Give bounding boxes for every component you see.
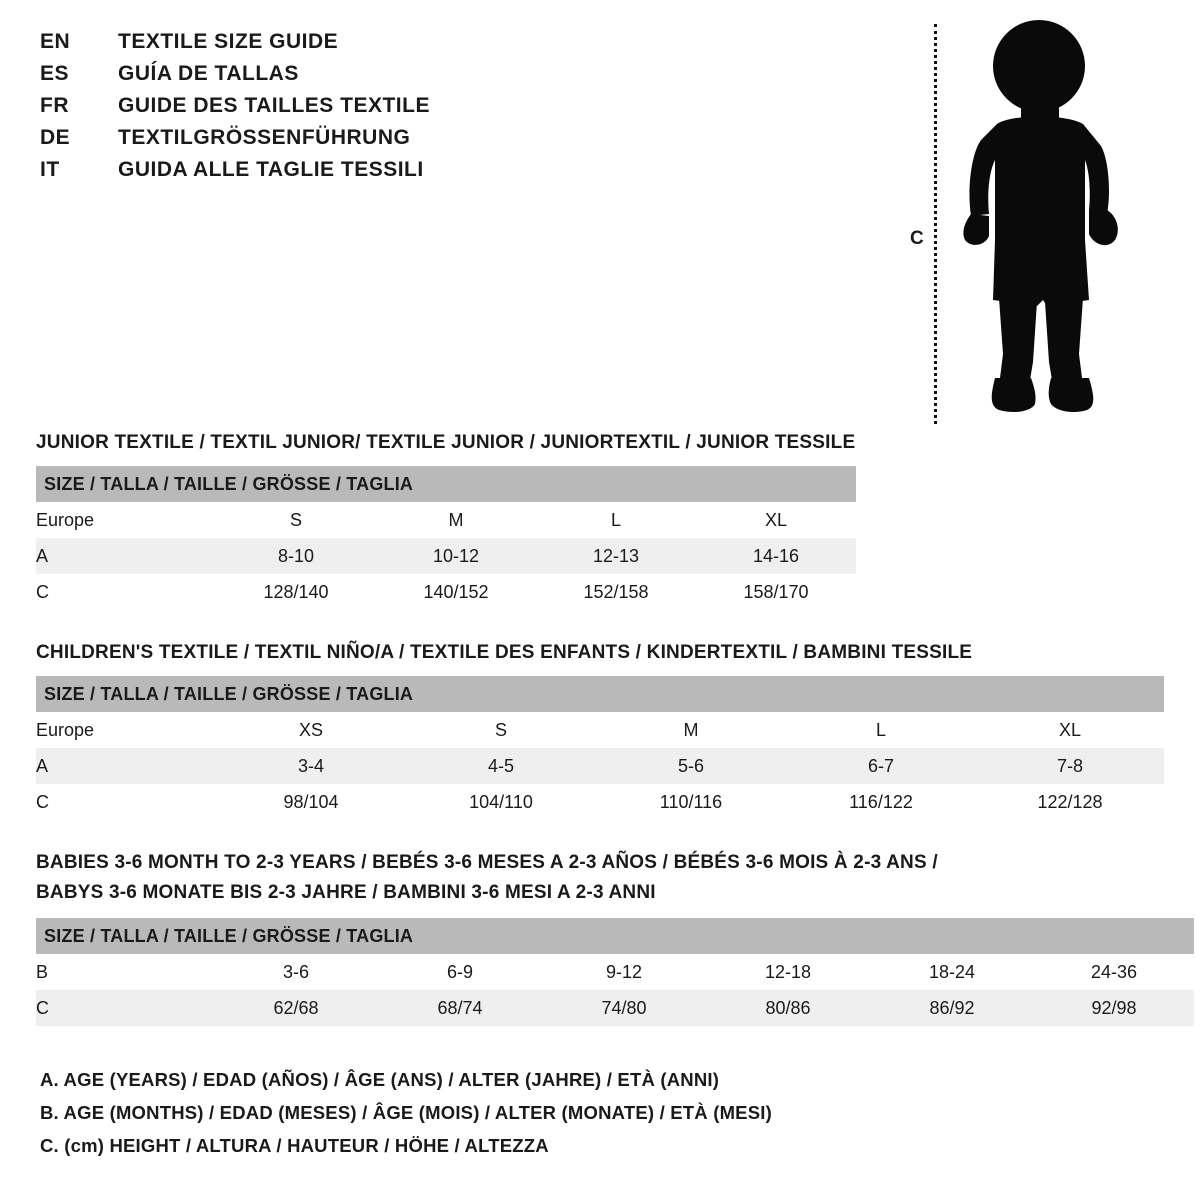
table-row [36,574,856,610]
row-label: C [36,791,49,812]
header-lang-code: EN [40,30,71,53]
table-cell: S [494,719,507,740]
table-row [36,538,856,574]
table-cell: 116/122 [849,791,913,812]
table-cell: XL [1059,719,1082,740]
section-title-line2: BABYS 3-6 MONATE BIS 2-3 JAHRE / BAMBINI 3-6 MESI A 2-3 ANNI [36,882,656,903]
table-cell: 6-9 [446,961,473,982]
table-row [36,954,1194,990]
table-cell: 128/140 [263,581,329,602]
table-cell: 140/152 [423,581,489,602]
header-row [40,62,640,94]
table-cell: 80/86 [765,997,811,1018]
header-title-text: GUIDE DES TAILLES TEXTILE [118,94,430,117]
table-cell: 9-12 [605,961,643,982]
table-cell: XS [298,719,323,740]
legend-line-a: A. AGE (YEARS) / EDAD (AÑOS) / ÂGE (ANS) / ALTER (JAHRE) / ETÀ (ANNI) [40,1069,720,1090]
table-row [36,712,1164,748]
table-cell: 24-36 [1090,961,1138,982]
table-cell: 98/104 [283,791,339,812]
table-row [36,748,1164,784]
section-title: BABIES 3-6 MONTH TO 2-3 YEARS / BEBÉS 3-6 MESES A 2-3 AÑOS / BÉBÉS 3-6 MOIS À 2-3 ANS / [36,852,938,873]
header-row [40,30,640,62]
legend-line-b: B. AGE (MONTHS) / EDAD (MESES) / ÂGE (MOIS) / ALTER (MONATE) / ETÀ (MESI) [40,1102,772,1123]
table-cell: 122/128 [1037,791,1103,812]
table-cell: L [610,509,621,530]
header-row [40,126,640,158]
babies-size-table [36,918,1194,1026]
table-cell: 3-6 [282,961,309,982]
table-cell: 86/92 [929,997,975,1018]
table-band-label: SIZE / TALLA / TAILLE / GRÖSSE / TAGLIA [44,473,414,494]
table-cell: 152/158 [583,581,649,602]
section-children [36,638,1166,820]
row-label: Europe [36,509,95,530]
table-row [36,502,856,538]
table-cell: 6-7 [867,755,894,776]
row-label: C [36,997,49,1018]
table-cell: XL [765,509,788,530]
table-row [36,784,1164,820]
header-title-text: TEXTILGRÖSSENFÜHRUNG [118,126,411,149]
section-junior [36,428,1166,610]
table-cell: 12-18 [764,961,812,982]
table-band-row [36,918,1194,954]
table-cell: 158/170 [743,581,809,602]
table-cell: M [683,719,699,740]
section-title: CHILDREN'S TEXTILE / TEXTIL NIÑO/A / TEXTILE DES ENFANTS / KINDERTEXTIL / BAMBINI TESSILE [36,642,973,663]
table-cell: M [448,509,464,530]
table-cell: 8-10 [277,545,315,566]
height-measure-label: C [910,228,924,249]
table-cell: 4-5 [487,755,514,776]
table-cell: 10-12 [432,545,480,566]
table-band-row [36,676,1164,712]
children-size-table [36,676,1164,820]
table-cell: 5-6 [677,755,704,776]
header-lang-code: ES [40,62,70,85]
row-label: A [36,755,49,776]
table-cell: S [289,509,302,530]
table-band-label: SIZE / TALLA / TAILLE / GRÖSSE / TAGLIA [44,925,414,946]
row-label: Europe [36,719,95,740]
header-title-text: GUIDA ALLE TAGLIE TESSILI [118,158,424,181]
header-lang-code: FR [40,94,69,117]
header-title-text: TEXTILE SIZE GUIDE [118,30,339,53]
table-cell: 3-4 [297,755,324,776]
table-cell: 12-13 [592,545,640,566]
header-lang-code: DE [40,126,71,149]
table-cell: 18-24 [928,961,976,982]
height-measure-figure [910,10,1140,430]
header-row [40,94,640,126]
table-cell: 7-8 [1057,755,1084,776]
row-label: A [36,545,49,566]
legend-block [40,1063,1040,1162]
junior-size-table [36,466,856,610]
row-label: B [36,961,49,982]
table-cell: 104/110 [469,791,533,812]
table-row [36,990,1194,1026]
section-babies [36,848,1196,1026]
table-cell: 68/74 [437,997,483,1018]
child-silhouette-icon [955,18,1135,433]
height-measure-dotted-line [934,24,937,424]
table-cell: 62/68 [273,997,319,1018]
header-row [40,158,640,190]
header-title-block [40,30,640,190]
row-label: C [36,581,49,602]
table-cell: 74/80 [601,997,647,1018]
table-cell: 110/116 [659,791,723,812]
table-cell: 92/98 [1091,997,1137,1018]
header-lang-code: IT [40,158,60,181]
legend-line-c: C. (cm) HEIGHT / ALTURA / HAUTEUR / HÖHE / ALTEZZA [40,1135,549,1156]
table-band-row [36,466,856,502]
section-title: JUNIOR TEXTILE / TEXTIL JUNIOR/ TEXTILE JUNIOR / JUNIORTEXTIL / JUNIOR TESSILE [36,432,856,453]
table-cell: L [875,719,886,740]
table-cell: 14-16 [752,545,800,566]
table-band-label: SIZE / TALLA / TAILLE / GRÖSSE / TAGLIA [44,683,414,704]
header-title-text: GUÍA DE TALLAS [118,62,299,85]
